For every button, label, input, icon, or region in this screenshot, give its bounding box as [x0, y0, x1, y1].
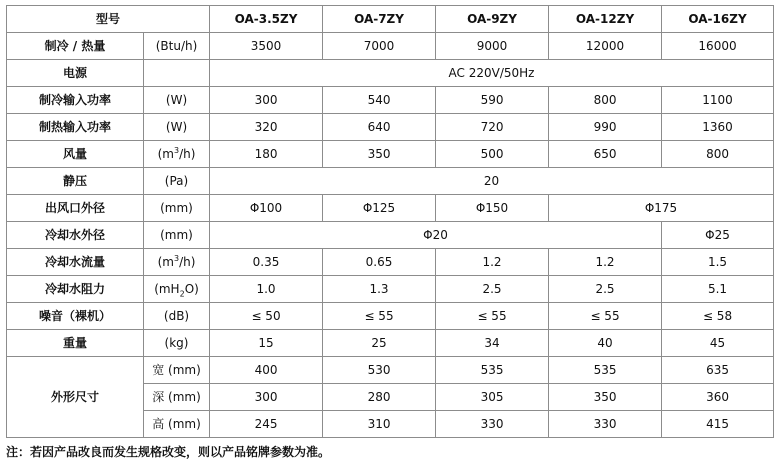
- unit-post: O): [184, 282, 199, 296]
- cell-value: Φ100: [210, 195, 323, 222]
- cell-value: 45: [662, 330, 774, 357]
- merged-value: Φ20: [210, 222, 662, 249]
- merged-value: AC 220V/50Hz: [210, 60, 774, 87]
- spec-table: [6, 5, 774, 438]
- cell-value: 720: [436, 114, 549, 141]
- row-unit: (W): [144, 87, 210, 114]
- row-label: 冷却水流量: [7, 249, 144, 276]
- cell-value: 25: [323, 330, 436, 357]
- cell-value: 34: [436, 330, 549, 357]
- cell-value: 15: [210, 330, 323, 357]
- cell-value: 800: [549, 87, 662, 114]
- model-header: OA-9ZY: [436, 6, 549, 33]
- model-header: OA-12ZY: [549, 6, 662, 33]
- cell-value: ≤ 55: [436, 303, 549, 330]
- cell-value: 305: [436, 384, 549, 411]
- cell-value: 360: [662, 384, 774, 411]
- row-unit: (kg): [144, 330, 210, 357]
- cell-value: 280: [323, 384, 436, 411]
- cell-value: 0.35: [210, 249, 323, 276]
- row-label: 制热输入功率: [7, 114, 144, 141]
- row-unit: (Btu/h): [144, 33, 210, 60]
- cell-value: 535: [436, 357, 549, 384]
- outlet-diameter-row: [7, 195, 774, 222]
- row-label: 出风口外径: [7, 195, 144, 222]
- row-unit: (mm): [144, 222, 210, 249]
- weight-row: [7, 330, 774, 357]
- cell-value: 1.5: [662, 249, 774, 276]
- cell-value: 640: [323, 114, 436, 141]
- cell-value: 245: [210, 411, 323, 438]
- unit-pre: (m: [157, 255, 174, 269]
- cell-value: 7000: [323, 33, 436, 60]
- cell-value: 1360: [662, 114, 774, 141]
- dim-width-row: [7, 357, 774, 384]
- cell-value: Φ125: [323, 195, 436, 222]
- cell-value: 2.5: [549, 276, 662, 303]
- cell-value: 1.2: [549, 249, 662, 276]
- cell-value: 635: [662, 357, 774, 384]
- cell-value: 310: [323, 411, 436, 438]
- row-unit: 高 (mm): [144, 411, 210, 438]
- cell-value: 800: [662, 141, 774, 168]
- row-unit-empty: [144, 60, 210, 87]
- cell-value: 1.0: [210, 276, 323, 303]
- cell-value: 350: [323, 141, 436, 168]
- cell-value: 330: [549, 411, 662, 438]
- row-unit: (dB): [144, 303, 210, 330]
- row-label: 静压: [7, 168, 144, 195]
- unit-sub: 2: [179, 289, 185, 299]
- water-pipe-row: [7, 222, 774, 249]
- heat-power-row: [7, 114, 774, 141]
- cell-value: 500: [436, 141, 549, 168]
- header-row: [7, 6, 774, 33]
- cell-value: 535: [549, 357, 662, 384]
- row-unit: [144, 141, 210, 168]
- cell-value: 540: [323, 87, 436, 114]
- water-resistance-row: [7, 276, 774, 303]
- unit-sup: 3: [173, 254, 180, 263]
- cell-value: 0.65: [323, 249, 436, 276]
- model-header: OA-3.5ZY: [210, 6, 323, 33]
- footnote: 注：若因产品改良而发生规格改变，则以产品铭牌参数为准。: [6, 445, 331, 459]
- power-row: [7, 60, 774, 87]
- row-unit: 宽 (mm): [144, 357, 210, 384]
- row-unit: [144, 249, 210, 276]
- cell-value: 5.1: [662, 276, 774, 303]
- cool-power-row: [7, 87, 774, 114]
- static-pressure-row: [7, 168, 774, 195]
- cell-value: 9000: [436, 33, 549, 60]
- cell-value: ≤ 50: [210, 303, 323, 330]
- cell-value: 350: [549, 384, 662, 411]
- cell-value: 16000: [662, 33, 774, 60]
- merged-value: 20: [210, 168, 774, 195]
- cell-value: 40: [549, 330, 662, 357]
- airflow-row: [7, 141, 774, 168]
- merged-value: Φ175: [549, 195, 774, 222]
- noise-row: [7, 303, 774, 330]
- unit-sup: 3: [173, 146, 180, 155]
- row-label: 风量: [7, 141, 144, 168]
- cell-value: ≤ 55: [549, 303, 662, 330]
- cell-value: 650: [549, 141, 662, 168]
- capacity-row: [7, 33, 774, 60]
- cell-value: 300: [210, 384, 323, 411]
- cell-value: 530: [323, 357, 436, 384]
- cell-value: 415: [662, 411, 774, 438]
- cell-value: Φ25: [662, 222, 774, 249]
- row-label: 冷却水阻力: [7, 276, 144, 303]
- cell-value: 990: [549, 114, 662, 141]
- row-unit: (Pa): [144, 168, 210, 195]
- unit-pre: (mH: [154, 282, 180, 296]
- cell-value: 1100: [662, 87, 774, 114]
- row-label: 重量: [7, 330, 144, 357]
- cell-value: 400: [210, 357, 323, 384]
- cell-value: 590: [436, 87, 549, 114]
- cell-value: 1.2: [436, 249, 549, 276]
- cell-value: Φ150: [436, 195, 549, 222]
- row-label: 制冷输入功率: [7, 87, 144, 114]
- row-label: 冷却水外径: [7, 222, 144, 249]
- row-label: 外形尺寸: [7, 357, 144, 438]
- row-label: 制冷 / 热量: [7, 33, 144, 60]
- row-unit: 深 (mm): [144, 384, 210, 411]
- model-header: OA-16ZY: [662, 6, 774, 33]
- cell-value: 300: [210, 87, 323, 114]
- row-label: 噪音（裸机）: [7, 303, 144, 330]
- row-unit: (W): [144, 114, 210, 141]
- cell-value: 330: [436, 411, 549, 438]
- row-unit: [144, 276, 210, 303]
- row-unit: (mm): [144, 195, 210, 222]
- unit-post: /h): [179, 147, 196, 161]
- cell-value: ≤ 55: [323, 303, 436, 330]
- cell-value: 3500: [210, 33, 323, 60]
- cell-value: ≤ 58: [662, 303, 774, 330]
- cell-value: 2.5: [436, 276, 549, 303]
- cell-value: 1.3: [323, 276, 436, 303]
- model-header: OA-7ZY: [323, 6, 436, 33]
- cell-value: 12000: [549, 33, 662, 60]
- cell-value: 180: [210, 141, 323, 168]
- cell-value: 320: [210, 114, 323, 141]
- unit-pre: (m: [157, 147, 174, 161]
- model-label: 型号: [7, 6, 210, 33]
- unit-post: /h): [179, 255, 196, 269]
- row-label: 电源: [7, 60, 144, 87]
- water-flow-row: [7, 249, 774, 276]
